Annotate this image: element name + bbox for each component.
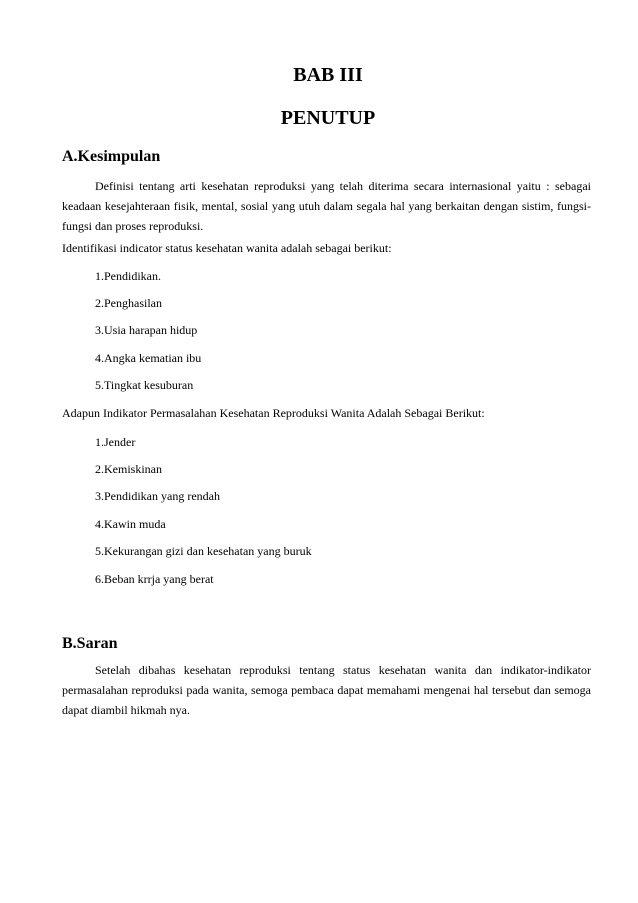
kesimpulan-paragraph: Definisi tentang arti kesehatan reproduksi yang telah diterima secara internasional yaitu : sebagai keadaan kesejahteraan fisik, mental, sosial yang utuh dalam segala hal yang berkaitan dengan sistim, fungsi-fungsi dan proses reproduksi. bbox=[62, 179, 591, 233]
list-item: 1.Jender bbox=[95, 435, 136, 449]
list-item: 4.Kawin muda bbox=[95, 517, 166, 531]
list1-intro: Identifikasi indicator status kesehatan wanita adalah sebagai berikut: bbox=[62, 241, 392, 255]
saran-paragraph: Setelah dibahas kesehatan reproduksi tentang status kesehatan wanita dan indikator-indikator permasalahan reproduksi pada wanita, semoga pembaca dapat memahami mengenai hal tersebut dan semoga dapat diambil hikmah nya. bbox=[62, 663, 591, 717]
list-item: 4.Angka kematian ibu bbox=[95, 351, 202, 365]
list-item: 2.Kemiskinan bbox=[95, 462, 162, 476]
list-item: 2.Penghasilan bbox=[95, 296, 162, 310]
list-item: 5.Tingkat kesuburan bbox=[95, 378, 194, 392]
list-item: 3.Pendidikan yang rendah bbox=[95, 489, 220, 503]
list-item: 3.Usia harapan hidup bbox=[95, 323, 198, 337]
section-heading-kesimpulan: A.Kesimpulan bbox=[62, 148, 161, 165]
chapter-title: PENUTUP bbox=[280, 107, 376, 129]
list2-intro: Adapun Indikator Permasalahan Kesehatan Reproduksi Wanita Adalah Sebagai Berikut: bbox=[62, 406, 485, 420]
section-heading-saran: B.Saran bbox=[62, 635, 118, 652]
chapter-number: BAB III bbox=[293, 64, 363, 86]
list-item: 6.Beban krrja yang berat bbox=[95, 572, 214, 586]
list-item: 5.Kekurangan gizi dan kesehatan yang buruk bbox=[95, 544, 312, 558]
list-item: 1.Pendidikan. bbox=[95, 269, 161, 283]
